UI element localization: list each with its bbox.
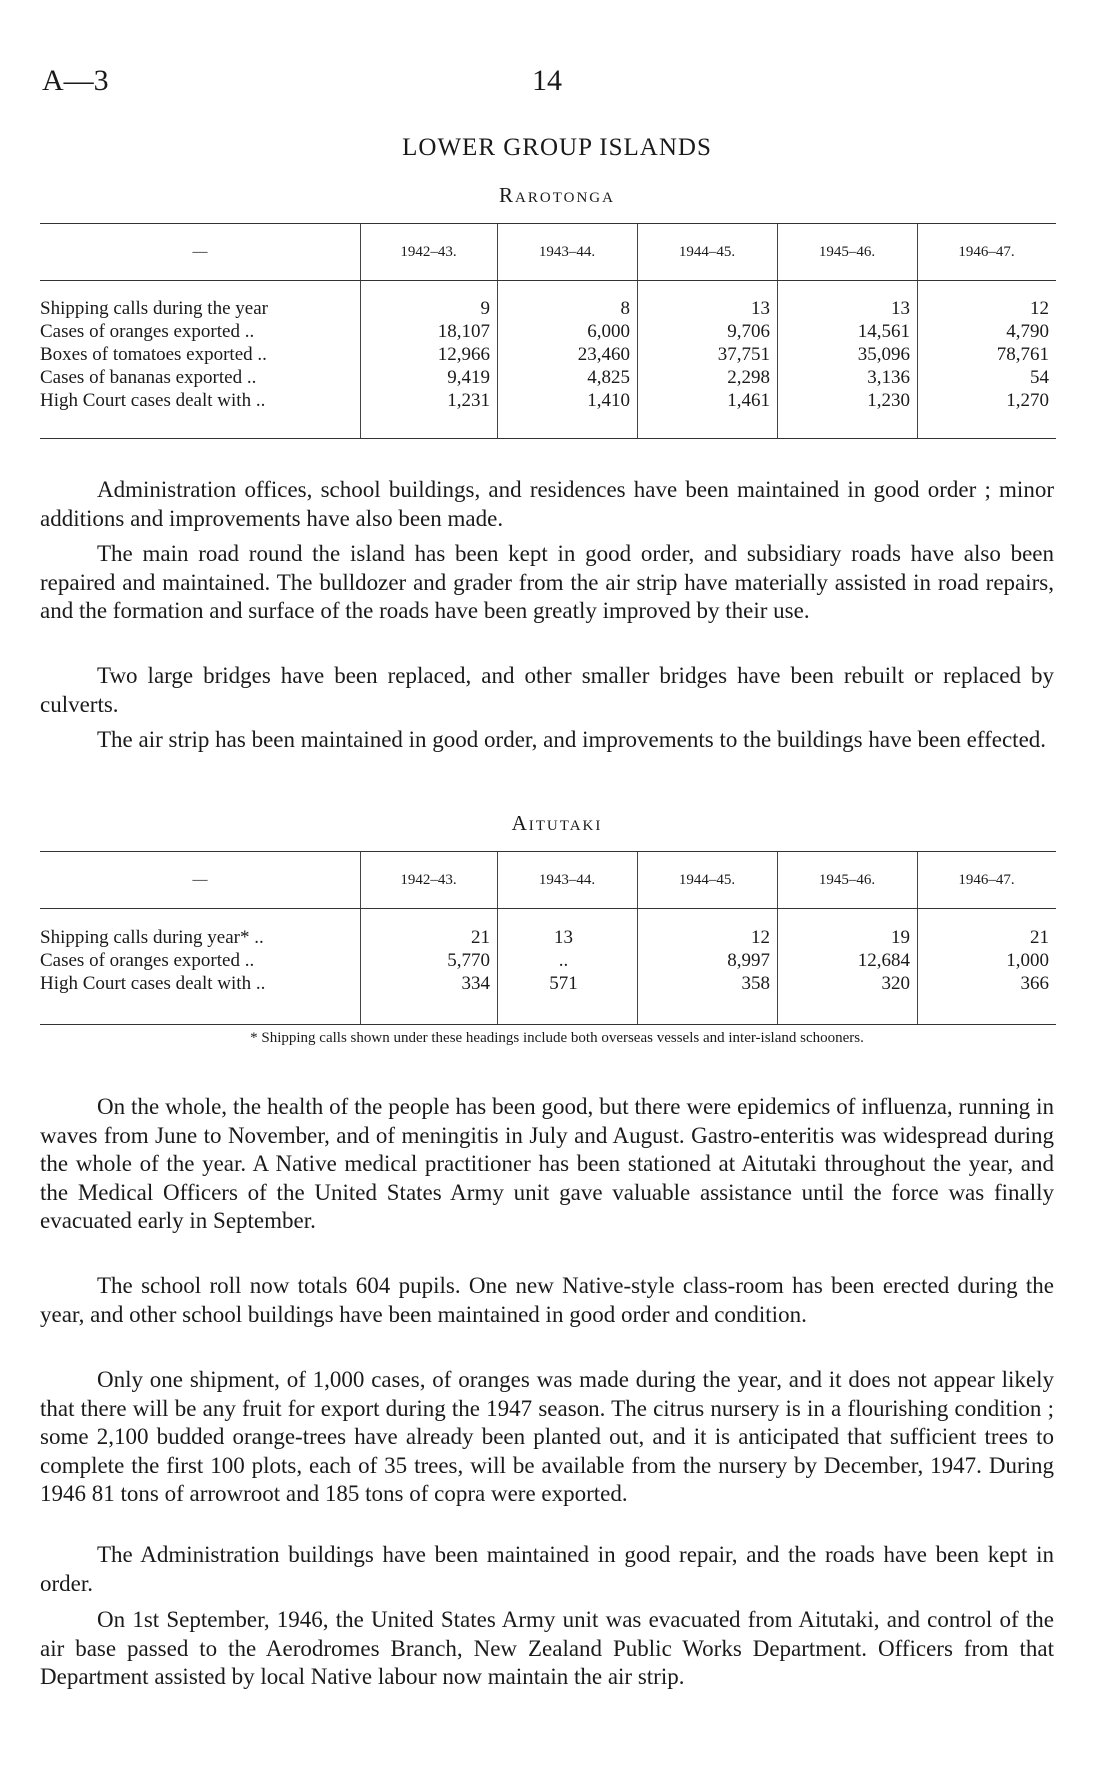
aitutaki-table — [40, 851, 1056, 1025]
blank-header: — — [192, 244, 208, 260]
rarotonga-table — [40, 223, 1056, 439]
cell-value: 12 — [751, 927, 770, 948]
row-label: Cases of oranges exported .. — [40, 321, 255, 342]
blank-header: — — [192, 872, 208, 888]
cell-value: .. — [558, 950, 569, 971]
section-title: LOWER GROUP ISLANDS — [402, 134, 712, 161]
cell-value: 2,298 — [727, 367, 770, 388]
cell-value: 12,684 — [857, 950, 910, 971]
cell-value: 334 — [461, 973, 490, 994]
row-label: Boxes of tomatoes exported .. — [40, 344, 267, 365]
cell-value: 366 — [1020, 973, 1049, 994]
cell-value: 4,825 — [587, 367, 630, 388]
cell-value: 78,761 — [996, 344, 1049, 365]
year-header: 1945–46. — [818, 872, 876, 888]
cell-value: 14,561 — [857, 321, 910, 342]
table-header — [40, 224, 1056, 281]
cell-value: 9 — [480, 298, 490, 319]
year-header: 1942–43. — [400, 244, 457, 260]
row-label: High Court cases dealt with .. — [40, 390, 266, 411]
table-row — [40, 389, 1056, 412]
paragraph: Two large bridges have been replaced, and other smaller bridges have been rebuilt or replaced by culverts. — [40, 663, 1054, 717]
year-header: 1944–45. — [678, 244, 736, 260]
year-header: 1943–44. — [538, 872, 596, 888]
paragraph: Administration offices, school buildings, and residences have been maintained in good order ; minor additions and improvements have also been made. — [40, 477, 1054, 531]
paragraph: The air strip has been maintained in good order, and improvements to the buildings have been effected. — [97, 727, 1047, 752]
cell-value: 5,770 — [447, 950, 490, 971]
cell-value: 35,096 — [857, 344, 910, 365]
table-row — [40, 343, 1056, 366]
cell-value: 571 — [549, 973, 578, 994]
cell-value: 1,461 — [727, 390, 770, 411]
cell-value: 13 — [751, 298, 770, 319]
cell-value: 4,790 — [1006, 321, 1049, 342]
row-label: High Court cases dealt with .. — [40, 973, 266, 994]
footnote: * Shipping calls shown under these headings include both overseas vessels and inter-island schooners. — [250, 1030, 864, 1046]
cell-value: 13 — [891, 298, 910, 319]
year-header: 1946–47. — [958, 244, 1015, 260]
table-header — [40, 852, 1056, 909]
table-row — [40, 926, 1056, 949]
table-row — [40, 366, 1056, 389]
year-header: 1945–46. — [818, 244, 876, 260]
paragraph: The Administration buildings have been maintained in good repair, and the roads have been kept in order. — [40, 1542, 1054, 1596]
cell-value: 6,000 — [587, 321, 630, 342]
cell-value: 8,997 — [727, 950, 770, 971]
cell-value: 1,230 — [867, 390, 910, 411]
paragraph: On 1st September, 1946, the United States Army unit was evacuated from Aitutaki, and control of the air base passed to the Aerodromes Branch, New Zealand Public Works Department. Officers from that Department assisted by local Native labour now maintain the air strip. — [40, 1607, 1054, 1690]
row-label: Cases of oranges exported .. — [40, 950, 255, 971]
row-label: Shipping calls during the year — [40, 298, 268, 319]
row-label: Cases of bananas exported .. — [40, 367, 257, 388]
table-row — [40, 320, 1056, 343]
year-header: 1944–45. — [678, 872, 736, 888]
year-header: 1946–47. — [958, 872, 1015, 888]
cell-value: 1,231 — [447, 390, 490, 411]
row-label: Shipping calls during year* .. — [40, 927, 264, 948]
cell-value: 1,410 — [587, 390, 630, 411]
paragraph: The school roll now totals 604 pupils. One new Native-style class-room has been erected during the year, and other school buildings have been maintained in good order and condition. — [40, 1273, 1054, 1327]
cell-value: 18,107 — [437, 321, 490, 342]
cell-value: 1,000 — [1006, 950, 1049, 971]
cell-value: 23,460 — [577, 344, 630, 365]
rarotonga-title: Rarotonga — [499, 183, 615, 207]
table-row — [40, 972, 1056, 995]
cell-value: 19 — [891, 927, 910, 948]
aitutaki-title: Aitutaki — [511, 811, 603, 835]
cell-value: 21 — [471, 927, 490, 948]
year-header: 1942–43. — [400, 872, 457, 888]
table-row — [40, 297, 1056, 320]
table-row — [40, 949, 1056, 972]
cell-value: 21 — [1030, 927, 1049, 948]
cell-value: 8 — [620, 298, 630, 319]
cell-value: 12,966 — [437, 344, 490, 365]
cell-value: 1,270 — [1006, 390, 1049, 411]
page-number: 14 — [532, 64, 562, 97]
cell-value: 13 — [554, 927, 573, 948]
cell-value: 320 — [881, 973, 910, 994]
cell-value: 37,751 — [717, 344, 770, 365]
cell-value: 9,706 — [727, 321, 770, 342]
cell-value: 12 — [1030, 298, 1049, 319]
page-reference: A—3 — [42, 64, 109, 97]
paragraph: On the whole, the health of the people has been good, but there were epidemics of influenza, running in waves from June to November, and of meningitis in July and August. Gastro-enteritis was widespread during the whole of the year. A Native medical practitioner has been stationed at Aitutaki throughout the year, and the Medical Officers of the United States Army unit gave valuable assistance until the force was finally evacuated early in September. — [40, 1094, 1054, 1234]
paragraph: The main road round the island has been kept in good order, and subsidiary roads have also been repaired and maintained. The bulldozer and grader from the air strip have materially assisted in road repairs, and the formation and surface of the roads have been greatly improved by their use. — [40, 541, 1054, 624]
cell-value: 3,136 — [867, 367, 910, 388]
cell-value: 358 — [741, 973, 770, 994]
year-header: 1943–44. — [538, 244, 596, 260]
paragraph: Only one shipment, of 1,000 cases, of oranges was made during the year, and it does not appear likely that there will be any fruit for export during the 1947 season. The citrus nursery is in a flourishing condition ; some 2,100 budded orange-trees have already been planted out, and it is anticipated that sufficient trees to complete the first 100 plots, each of 35 trees, will be available from the nursery by December, 1947. During 1946 81 tons of arrowroot and 185 tons of copra were exported. — [40, 1367, 1054, 1507]
cell-value: 9,419 — [447, 367, 490, 388]
cell-value: 54 — [1030, 367, 1049, 388]
